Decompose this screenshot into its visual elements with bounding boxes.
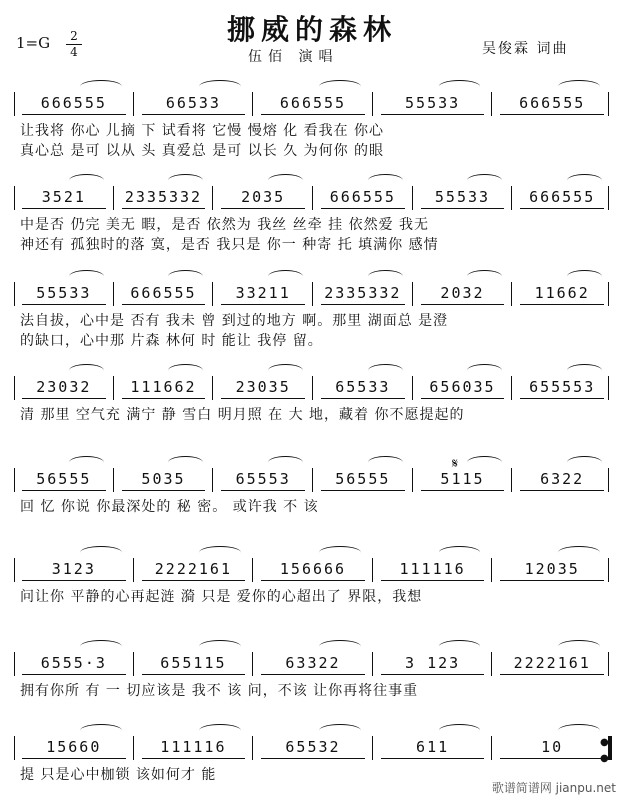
score-system — [14, 536, 612, 622]
barline — [608, 652, 609, 676]
barline — [491, 652, 492, 676]
slur-arc — [268, 270, 303, 283]
measure — [494, 556, 610, 582]
beam-line — [22, 674, 126, 675]
measure — [315, 374, 411, 400]
measure-notes: 55533 — [434, 188, 491, 206]
notation-line — [14, 280, 612, 306]
slur-arc — [319, 80, 361, 93]
lyrics-verse-1: 让我将 你心 儿摘 下 试看将 它慢 慢熔 化 看我在 你心 — [20, 123, 385, 139]
notation-line — [14, 734, 612, 764]
barline — [14, 468, 15, 492]
measure-notes: 156666 — [279, 560, 347, 578]
barline — [412, 468, 413, 492]
barline — [133, 558, 134, 582]
measure — [215, 374, 311, 400]
barline — [312, 376, 313, 400]
slur-arc — [467, 456, 502, 469]
measure-notes: 23032 — [36, 378, 92, 396]
barline — [14, 376, 15, 400]
barline — [412, 376, 413, 400]
score-system — [14, 630, 612, 716]
measure-notes: 666555 — [40, 94, 107, 112]
beam-line — [520, 304, 604, 305]
barline — [14, 282, 15, 306]
slur-arc — [69, 364, 104, 377]
barline — [412, 186, 413, 210]
measure — [255, 734, 371, 760]
barline — [608, 376, 609, 400]
barline — [608, 186, 609, 210]
measure-notes: 6322 — [540, 470, 585, 488]
measure-notes: 65553 — [235, 470, 291, 488]
measure-notes: 56555 — [335, 470, 391, 488]
beam-line — [22, 114, 126, 115]
beam-line — [500, 580, 604, 581]
slur-arc — [439, 546, 481, 559]
slur-arc — [567, 270, 602, 283]
measure-notes: 655553 — [529, 378, 596, 396]
score-system — [14, 260, 612, 349]
beam-line — [421, 208, 505, 209]
lyrics-verse-2: 真心总 是可 以从 头 真爱总 是可 以长 久 为何你 的眼 — [20, 143, 385, 159]
slur-arc — [558, 80, 600, 93]
beam-line — [22, 398, 106, 399]
beam-line — [22, 490, 106, 491]
slur-arc — [368, 174, 403, 187]
singer-credit: 伍佰 演唱 — [248, 49, 339, 65]
song-title: 挪威的森林 — [226, 13, 397, 46]
watermark: 歌谱简谱网 jianpu.net — [491, 781, 616, 795]
slur-arc — [368, 270, 403, 283]
barline — [511, 282, 512, 306]
measure-notes: 3123 — [51, 560, 96, 578]
score-system — [14, 446, 612, 532]
key-signature: 1=G — [16, 34, 51, 52]
barline — [491, 736, 492, 760]
measure — [255, 556, 371, 582]
measure — [315, 184, 411, 210]
barline — [113, 186, 114, 210]
beam-line — [142, 758, 246, 759]
time-signature — [66, 30, 82, 59]
slur-arc — [558, 724, 600, 737]
measure — [215, 280, 311, 306]
lyrics-verse-1: 中是否 仍完 美无 暇，是否 依然为 我丝 丝牵 挂 依然爱 我无 — [20, 217, 430, 233]
beam-line — [381, 674, 485, 675]
measure-notes: 23035 — [235, 378, 291, 396]
measure — [136, 556, 252, 582]
beam-line — [22, 580, 126, 581]
measure — [16, 734, 132, 760]
slur-arc — [368, 456, 403, 469]
barline — [511, 376, 512, 400]
beam-line — [421, 490, 505, 491]
lyrics-verse-1: 拥有你所 有 一 切应该是 我不 该 问，不该 让你再将往事重 — [20, 683, 419, 699]
beam-line — [122, 208, 206, 209]
measure-notes: 56555 — [36, 470, 92, 488]
barline — [511, 186, 512, 210]
slur-arc — [80, 640, 122, 653]
segno-sign: 𝄋 — [452, 456, 459, 472]
barline — [312, 468, 313, 492]
beam-line — [381, 580, 485, 581]
slur-arc — [319, 724, 361, 737]
slur-arc — [567, 364, 602, 377]
measure-notes: 3521 — [41, 188, 86, 206]
beam-line — [221, 490, 305, 491]
measure-notes: 656035 — [429, 378, 496, 396]
barline — [14, 186, 15, 210]
barline — [491, 92, 492, 116]
beam-line — [520, 208, 604, 209]
barline — [608, 468, 609, 492]
measure-notes: 611 — [416, 738, 450, 756]
measure-notes: 55533 — [36, 284, 92, 302]
barline — [252, 92, 253, 116]
slur-arc — [69, 174, 104, 187]
barline — [608, 282, 609, 306]
slur-arc — [368, 364, 403, 377]
barline — [511, 468, 512, 492]
lyrics-verse-1: 法自拔，心中是 否有 我未 曾 到过的地方 啊。那里 湖面总 是澄 — [20, 313, 449, 329]
measure — [16, 556, 132, 582]
barline — [113, 468, 114, 492]
barline — [133, 736, 134, 760]
score-system — [14, 354, 612, 440]
barline — [133, 92, 134, 116]
measure — [514, 280, 610, 306]
measure — [16, 374, 112, 400]
measure — [494, 734, 610, 760]
slur-arc — [199, 640, 241, 653]
lyrics-verse-2: 神还有 孤独时的落 寞，是否 我只是 你一 种寄 托 填满你 感情 — [20, 237, 439, 253]
slur-arc — [80, 724, 122, 737]
barline — [372, 736, 373, 760]
barline — [113, 282, 114, 306]
slur-arc — [439, 640, 481, 653]
measure-notes: 2222161 — [154, 560, 232, 578]
measure — [514, 374, 610, 400]
slur-arc — [268, 174, 303, 187]
slur-arc — [168, 270, 203, 283]
barline — [372, 558, 373, 582]
measure-notes: 666555 — [329, 188, 396, 206]
measure — [415, 466, 511, 492]
notation-line — [14, 556, 612, 582]
measure-notes: 55533 — [405, 94, 461, 112]
measure-notes: 666555 — [130, 284, 197, 302]
barline — [312, 186, 313, 210]
barline — [212, 186, 213, 210]
measure — [136, 734, 252, 760]
measure — [136, 90, 252, 116]
slur-arc — [80, 80, 122, 93]
barline — [491, 558, 492, 582]
measure — [215, 466, 311, 492]
beam-line — [321, 490, 405, 491]
beam-line — [122, 398, 206, 399]
beam-line — [22, 304, 106, 305]
score-system — [14, 70, 612, 159]
slur-arc — [168, 174, 203, 187]
barline — [212, 282, 213, 306]
measure — [255, 650, 371, 676]
slur-arc — [567, 456, 602, 469]
measure-notes: 6555·3 — [40, 654, 107, 672]
beam-line — [122, 304, 206, 305]
measure-notes: 63322 — [285, 654, 341, 672]
measure — [494, 650, 610, 676]
measure-notes: 11662 — [534, 284, 590, 302]
beam-line — [221, 398, 305, 399]
barline — [608, 558, 609, 582]
measure — [415, 374, 511, 400]
beam-line — [261, 674, 365, 675]
beam-line — [500, 758, 604, 759]
measure-notes: 666555 — [279, 94, 347, 112]
slur-arc — [69, 270, 104, 283]
time-signature-bottom: 4 — [70, 45, 78, 59]
measure — [16, 184, 112, 210]
barline — [212, 376, 213, 400]
beam-line — [142, 674, 246, 675]
measure-notes: 10 — [541, 738, 564, 756]
measure — [116, 466, 212, 492]
measure-notes: 3 123 — [405, 654, 461, 672]
time-signature-top: 2 — [70, 29, 78, 43]
beam-line — [381, 114, 485, 115]
measure — [136, 650, 252, 676]
measure-notes: 5115 — [440, 470, 485, 488]
lyrics-verse-2: 的缺口，心中那 片森 林何 时 能让 我停 留。 — [20, 333, 323, 349]
slur-arc — [467, 174, 502, 187]
measure-notes: 15660 — [46, 738, 102, 756]
lyrics-verse-1: 清 那里 空气充 满宁 静 雪白 明月照 在 大 地，藏着 你不愿提起的 — [20, 407, 465, 423]
slur-arc — [168, 456, 203, 469]
slur-arc — [558, 640, 600, 653]
measure-notes: 2035 — [241, 188, 286, 206]
beam-line — [122, 490, 206, 491]
measure-notes: 5035 — [141, 470, 186, 488]
barline — [412, 282, 413, 306]
measure — [116, 374, 212, 400]
slur-arc — [199, 80, 241, 93]
beam-line — [142, 114, 246, 115]
slur-arc — [319, 546, 361, 559]
measure-notes: 2335332 — [324, 284, 402, 302]
slur-arc — [268, 364, 303, 377]
notation-line — [14, 90, 612, 116]
slur-arc — [199, 546, 241, 559]
beam-line — [520, 398, 604, 399]
beam-line — [22, 758, 126, 759]
beam-line — [421, 398, 505, 399]
slur-arc — [319, 640, 361, 653]
measure — [415, 184, 511, 210]
beam-line — [421, 304, 505, 305]
lyrics-verse-1: 问让你 平静的心再起涟 漪 只是 爱你的心超出了 界限，我想 — [20, 589, 423, 605]
lyrics-verse-1: 提 只是心中枷锁 该如何才 能 — [20, 767, 217, 783]
slur-arc — [467, 270, 502, 283]
beam-line — [381, 758, 485, 759]
notation-line — [14, 650, 612, 676]
beam-line — [520, 490, 604, 491]
measure-notes: 666555 — [519, 94, 586, 112]
measure-notes: 33211 — [235, 284, 291, 302]
measure-notes: 2032 — [440, 284, 485, 302]
barline — [252, 558, 253, 582]
barline — [372, 92, 373, 116]
slur-arc — [69, 456, 104, 469]
measure-notes: 666555 — [529, 188, 596, 206]
barline — [372, 652, 373, 676]
measure-notes: 655115 — [160, 654, 227, 672]
slur-arc — [199, 724, 241, 737]
slur-arc — [567, 174, 602, 187]
measure — [16, 466, 112, 492]
barline — [14, 736, 15, 760]
beam-line — [261, 114, 365, 115]
beam-line — [221, 304, 305, 305]
measure — [16, 90, 132, 116]
beam-line — [500, 114, 604, 115]
measure — [315, 466, 411, 492]
notation-line — [14, 374, 612, 400]
measure — [116, 184, 212, 210]
measure — [375, 90, 491, 116]
slur-arc — [467, 364, 502, 377]
slur-arc — [439, 80, 481, 93]
beam-line — [142, 580, 246, 581]
measure-notes: 111662 — [130, 378, 197, 396]
barline — [252, 736, 253, 760]
measure — [255, 90, 371, 116]
lyricist-composer-credit: 吴俊霖 词曲 — [482, 41, 569, 57]
measure — [315, 280, 411, 306]
barline — [252, 652, 253, 676]
barline — [14, 558, 15, 582]
beam-line — [221, 208, 305, 209]
measure-notes: 66533 — [165, 94, 221, 112]
measure — [494, 90, 610, 116]
measure-notes: 111116 — [160, 738, 227, 756]
measure-notes: 65533 — [335, 378, 391, 396]
measure-notes: 111116 — [399, 560, 466, 578]
beam-line — [500, 674, 604, 675]
repeat-dots: ● ● — [600, 737, 609, 764]
slur-arc — [168, 364, 203, 377]
barline — [212, 468, 213, 492]
measure-notes: 2335332 — [124, 188, 203, 206]
barline — [14, 652, 15, 676]
beam-line — [321, 208, 405, 209]
beam-line — [261, 580, 365, 581]
measure — [116, 280, 212, 306]
barline — [608, 92, 609, 116]
measure — [215, 184, 311, 210]
slur-arc — [80, 546, 122, 559]
barline — [133, 652, 134, 676]
notation-line — [14, 184, 612, 210]
beam-line — [321, 304, 405, 305]
measure — [375, 734, 491, 760]
beam-line — [22, 208, 106, 209]
measure — [16, 280, 112, 306]
slur-arc — [268, 456, 303, 469]
slur-arc — [439, 724, 481, 737]
measure — [514, 466, 610, 492]
barline — [312, 282, 313, 306]
measure-notes: 12035 — [524, 560, 580, 578]
beam-line — [261, 758, 365, 759]
lyrics-verse-1: 回 忆 你说 你最深处的 秘 密。 或许我 不 该 — [20, 499, 319, 515]
barline — [113, 376, 114, 400]
barline — [14, 92, 15, 116]
slur-arc — [558, 546, 600, 559]
measure-notes: 65532 — [285, 738, 341, 756]
measure — [16, 650, 132, 676]
measure — [514, 184, 610, 210]
score-system — [14, 164, 612, 253]
measure — [375, 650, 491, 676]
measure-notes: 2222161 — [513, 654, 591, 672]
beam-line — [321, 398, 405, 399]
measure — [375, 556, 491, 582]
notation-line — [14, 466, 612, 492]
measure — [415, 280, 511, 306]
